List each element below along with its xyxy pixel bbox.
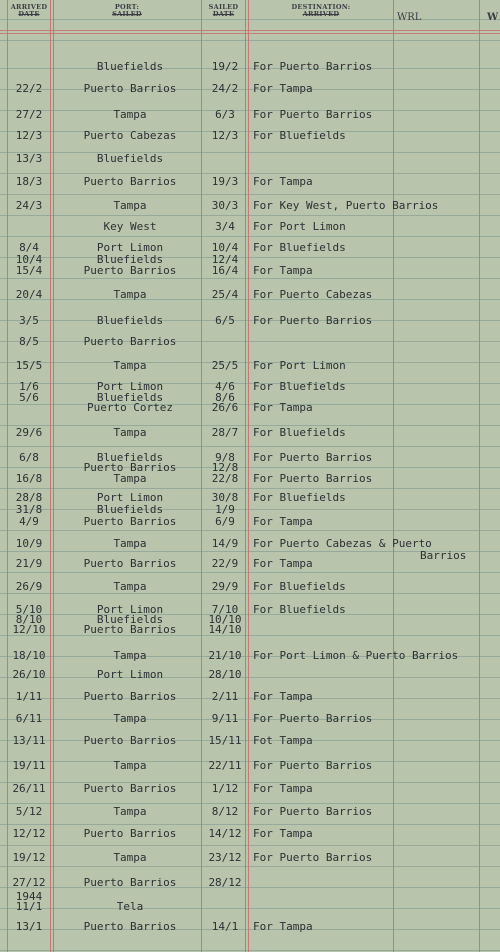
sailed-date: 12/4 <box>211 253 239 266</box>
ledger-row <box>0 264 500 278</box>
port-name: Puerto Barrios <box>83 690 177 703</box>
sailed-date: 16/4 <box>211 264 239 277</box>
destination: For Puerto Barrios <box>253 851 373 864</box>
destination: Barrios <box>420 549 467 562</box>
ledger-row <box>0 401 500 415</box>
ledger-row <box>0 335 500 349</box>
header-port-label: PORT: <box>114 3 140 11</box>
arrived-date: 22/2 <box>15 82 43 95</box>
arrived-date: 8/4 <box>19 241 39 254</box>
ledger-row <box>0 129 500 143</box>
sailed-date: 21/10 <box>208 649 242 662</box>
ledger-row <box>0 426 500 440</box>
port-name: Port Limon <box>96 380 164 393</box>
port-name: Port Limon <box>96 603 164 616</box>
ledger-row <box>0 900 500 914</box>
sailed-date: 6/3 <box>215 108 235 121</box>
arrived-date: 1/11 <box>15 690 43 703</box>
destination: For Bluefields <box>253 241 346 254</box>
arrived-date: 13/11 <box>12 734 46 747</box>
sailed-date: 3/4 <box>215 220 235 233</box>
header-destination-label: DESTINATION: <box>291 3 351 11</box>
destination: For Puerto Cabezas <box>253 288 373 301</box>
sailed-date: 12/3 <box>211 129 239 142</box>
destination: For Tampa <box>253 515 313 528</box>
port-name: Key West <box>103 220 157 233</box>
arrived-date: 8/10 <box>15 613 43 626</box>
port-name: Port Limon <box>96 491 164 504</box>
ledger-row <box>0 649 500 663</box>
destination: For Puerto Barrios <box>253 108 373 121</box>
sailed-date: 30/8 <box>211 491 239 504</box>
ledger-row <box>0 175 500 189</box>
port-name: Tampa <box>113 426 147 439</box>
destination: For Key West, Puerto Barrios <box>253 199 439 212</box>
port-name: Puerto Cortez <box>86 401 174 414</box>
destination: For Port Limon <box>253 359 346 372</box>
ledger-row <box>0 199 500 213</box>
port-name: Tampa <box>113 649 147 662</box>
destination: For Puerto Barrios <box>253 451 373 464</box>
sailed-date: 28/10 <box>208 668 242 681</box>
destination: For Port Limon & Puerto Barrios <box>253 649 459 662</box>
header-port <box>54 4 200 18</box>
port-name: Puerto Barrios <box>83 827 177 840</box>
port-name: Bluefields <box>96 391 164 404</box>
port-name: Puerto Barrios <box>83 82 177 95</box>
port-name: Tampa <box>113 199 147 212</box>
sailed-date: 30/3 <box>211 199 239 212</box>
destination: For Tampa <box>253 401 313 414</box>
destination: For Puerto Barrios <box>253 759 373 772</box>
ledger-row <box>0 580 500 594</box>
port-name: Tela <box>116 900 144 913</box>
arrived-date: 15/4 <box>15 264 43 277</box>
arrived-date: 21/9 <box>15 557 43 570</box>
sailed-date: 14/1 <box>211 920 239 933</box>
destination: For Bluefields <box>253 580 346 593</box>
ledger-row <box>0 152 500 166</box>
ledger-row <box>0 557 500 571</box>
port-name: Bluefields <box>96 613 164 626</box>
sailed-date: 12/8 <box>211 461 239 474</box>
arrived-date: 28/8 <box>15 491 43 504</box>
arrived-date: 5/10 <box>15 603 43 616</box>
sailed-date: 24/2 <box>211 82 239 95</box>
ledger-row <box>0 712 500 726</box>
port-name: Tampa <box>113 580 147 593</box>
arrived-date: 10/4 <box>15 253 43 266</box>
sailed-date: 2/11 <box>211 690 239 703</box>
header-arrived-label: ARRIVED <box>10 3 48 11</box>
port-name: Puerto Barrios <box>83 623 177 636</box>
port-name: Tampa <box>113 359 147 372</box>
sailed-date: 23/12 <box>208 851 242 864</box>
ledger-row <box>0 472 500 486</box>
arrived-date: 19/11 <box>12 759 46 772</box>
sailed-date: 22/11 <box>208 759 242 772</box>
header-sailed-sub: DATE <box>212 10 235 18</box>
port-name: Tampa <box>113 712 147 725</box>
sailed-date: 29/9 <box>211 580 239 593</box>
port-name: Puerto Barrios <box>83 876 177 889</box>
destination: For Puerto Cabezas & Puerto <box>253 537 432 550</box>
sailed-date: 14/10 <box>208 623 242 636</box>
ledger-row <box>0 920 500 934</box>
ledger-row <box>0 668 500 682</box>
destination: For Puerto Barrios <box>253 314 373 327</box>
ledger-row <box>0 623 500 637</box>
arrived-date: 5/6 <box>19 391 39 404</box>
arrived-date: 16/8 <box>15 472 43 485</box>
ledger-row <box>0 690 500 704</box>
ledger-row <box>0 60 500 74</box>
arrived-date: 24/3 <box>15 199 43 212</box>
header-destination-sub: ARRIVED <box>302 10 340 18</box>
destination: For Tampa <box>253 82 313 95</box>
arrived-date: 6/11 <box>15 712 43 725</box>
ledger-row <box>0 82 500 96</box>
arrived-date: 15/5 <box>15 359 43 372</box>
port-name: Port Limon <box>96 668 164 681</box>
header-sailed <box>202 4 245 18</box>
destination: For Puerto Barrios <box>253 60 373 73</box>
destination: For Tampa <box>253 920 313 933</box>
port-name: Puerto Barrios <box>83 175 177 188</box>
destination: For Port Limon <box>253 220 346 233</box>
sailed-date: 6/9 <box>215 515 235 528</box>
destination: For Puerto Barrios <box>253 712 373 725</box>
ledger-row <box>0 782 500 796</box>
ledger-row <box>0 759 500 773</box>
port-name: Bluefields <box>96 314 164 327</box>
arrived-date: 1/6 <box>19 380 39 393</box>
port-name: Tampa <box>113 537 147 550</box>
sailed-date: 10/4 <box>211 241 239 254</box>
port-name: Puerto Barrios <box>83 782 177 795</box>
header-arrived <box>8 4 50 18</box>
destination: For Tampa <box>253 557 313 570</box>
destination: For Tampa <box>253 782 313 795</box>
arrived-date: 20/4 <box>15 288 43 301</box>
port-name: Puerto Barrios <box>83 515 177 528</box>
arrived-date: 1944 <box>15 890 43 903</box>
arrived-date: 26/11 <box>12 782 46 795</box>
ledger-row <box>0 827 500 841</box>
header-destination <box>249 4 393 18</box>
sailed-date: 22/8 <box>211 472 239 485</box>
destination: For Bluefields <box>253 380 346 393</box>
destination: For Bluefields <box>253 603 346 616</box>
sailed-date: 14/12 <box>208 827 242 840</box>
sailed-date: 7/10 <box>211 603 239 616</box>
sailed-date: 26/6 <box>211 401 239 414</box>
arrived-date: 3/5 <box>19 314 39 327</box>
ledger-row <box>0 314 500 328</box>
header-port-sub: SAILED <box>112 10 142 18</box>
arrived-date: 26/10 <box>12 668 46 681</box>
sailed-date: 6/5 <box>215 314 235 327</box>
port-name: Puerto Barrios <box>83 734 177 747</box>
port-name: Tampa <box>113 472 147 485</box>
ledger-row <box>0 359 500 373</box>
destination: For Puerto Barrios <box>253 472 373 485</box>
sailed-date: 28/12 <box>208 876 242 889</box>
sailed-date: 15/11 <box>208 734 242 747</box>
sailed-date: 9/11 <box>211 712 239 725</box>
port-name: Puerto Barrios <box>83 461 177 474</box>
destination: For Tampa <box>253 264 313 277</box>
sailed-date: 22/9 <box>211 557 239 570</box>
port-name: Port Limon <box>96 241 164 254</box>
sailed-date: 28/7 <box>211 426 239 439</box>
ledger-row <box>0 515 500 529</box>
ledger-row <box>0 851 500 865</box>
port-name: Puerto Barrios <box>83 557 177 570</box>
sailed-date: 25/5 <box>211 359 239 372</box>
ledger-row <box>0 288 500 302</box>
arrived-date: 19/12 <box>12 851 46 864</box>
ledger-row <box>0 805 500 819</box>
arrived-date: 31/8 <box>15 503 43 516</box>
sailed-date: 4/6 <box>215 380 235 393</box>
sailed-date: 19/2 <box>211 60 239 73</box>
port-name: Puerto Barrios <box>83 264 177 277</box>
ledger-row <box>0 220 500 234</box>
sailed-date: 8/6 <box>215 391 235 404</box>
port-name: Bluefields <box>96 503 164 516</box>
destination: For Tampa <box>253 690 313 703</box>
destination: For Tampa <box>253 827 313 840</box>
arrived-date: 18/10 <box>12 649 46 662</box>
arrived-date: 12/3 <box>15 129 43 142</box>
arrived-date: 4/9 <box>19 515 39 528</box>
arrived-date: 29/6 <box>15 426 43 439</box>
header-wr: WRL <box>397 12 422 23</box>
sailed-date: 1/9 <box>215 503 235 516</box>
destination: For Puerto Barrios <box>253 805 373 818</box>
port-name: Bluefields <box>96 253 164 266</box>
arrived-date: 13/3 <box>15 152 43 165</box>
arrived-date: 6/8 <box>19 451 39 464</box>
port-name: Tampa <box>113 851 147 864</box>
destination: For Bluefields <box>253 491 346 504</box>
ledger-row <box>0 734 500 748</box>
sailed-date: 25/4 <box>211 288 239 301</box>
arrived-date: 13/1 <box>15 920 43 933</box>
sailed-date: 14/9 <box>211 537 239 550</box>
arrived-date: 10/9 <box>15 537 43 550</box>
sailed-date: 19/3 <box>211 175 239 188</box>
port-name: Bluefields <box>96 451 164 464</box>
port-name: Tampa <box>113 805 147 818</box>
arrived-date: 12/10 <box>12 623 46 636</box>
port-name: Puerto Cabezas <box>83 129 177 142</box>
sailed-date: 1/12 <box>211 782 239 795</box>
destination: Fot Tampa <box>253 734 313 747</box>
header-arrived-sub: DATE <box>18 10 40 18</box>
ledger-row <box>0 876 500 890</box>
port-name: Tampa <box>113 759 147 772</box>
port-name: Bluefields <box>96 60 164 73</box>
arrived-date: 26/9 <box>15 580 43 593</box>
destination: For Tampa <box>253 175 313 188</box>
arrived-date: 27/2 <box>15 108 43 121</box>
header-w: W <box>487 12 499 23</box>
arrived-date: 12/12 <box>12 827 46 840</box>
port-name: Bluefields <box>96 152 164 165</box>
port-name: Tampa <box>113 108 147 121</box>
sailed-date: 9/8 <box>215 451 235 464</box>
port-name: Tampa <box>113 288 147 301</box>
ledger-row <box>0 108 500 122</box>
arrived-date: 27/12 <box>12 876 46 889</box>
port-name: Puerto Barrios <box>83 335 177 348</box>
destination: For Bluefields <box>253 129 346 142</box>
destination: For Bluefields <box>253 426 346 439</box>
sailed-date: 8/12 <box>211 805 239 818</box>
arrived-date: 11/1 <box>15 900 43 913</box>
port-name: Puerto Barrios <box>83 920 177 933</box>
arrived-date: 5/12 <box>15 805 43 818</box>
sailed-date: 10/10 <box>208 613 242 626</box>
header-sailed-label: SAILED <box>208 3 239 11</box>
arrived-date: 8/5 <box>19 335 39 348</box>
arrived-date: 18/3 <box>15 175 43 188</box>
header-rule <box>0 30 500 31</box>
header-rule <box>0 33 500 34</box>
